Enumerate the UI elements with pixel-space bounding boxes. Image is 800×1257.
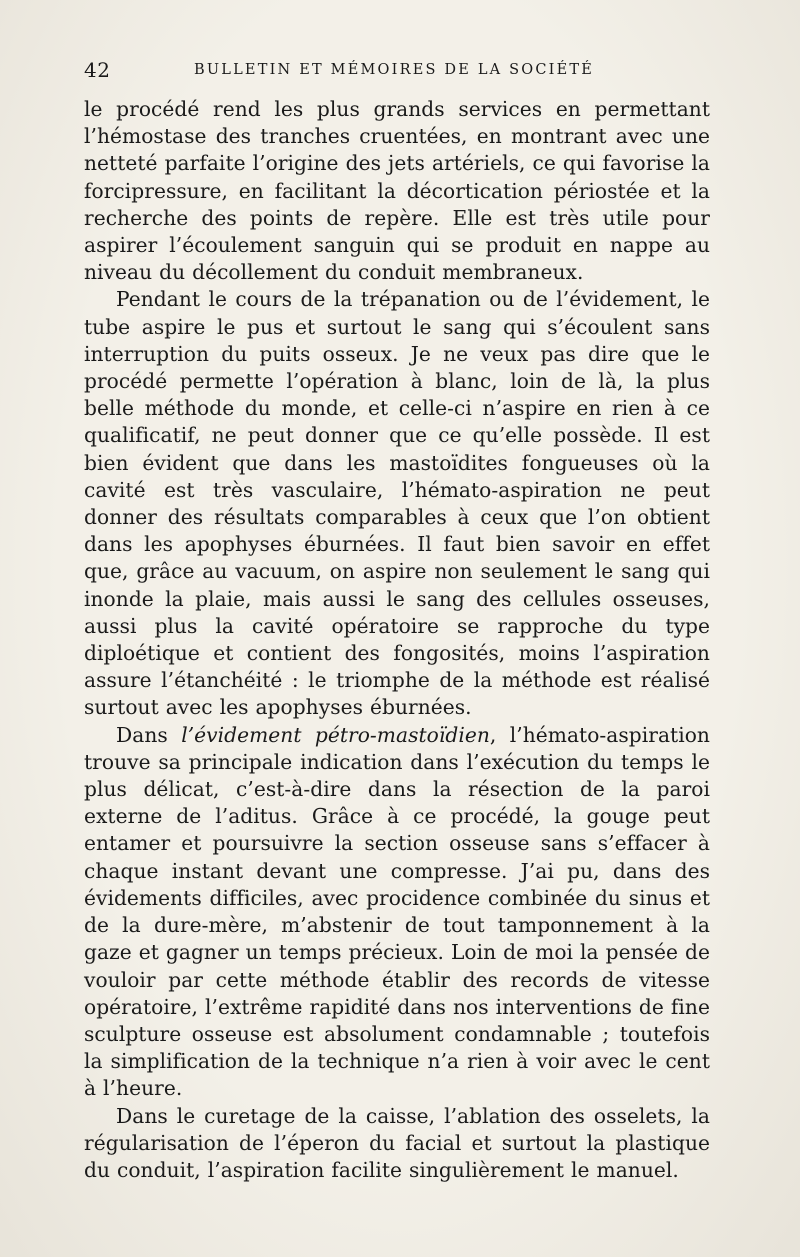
paragraph-3 bbox=[84, 722, 710, 1103]
paragraph-3-lead: Dans bbox=[116, 722, 182, 747]
paragraph-4 bbox=[84, 1103, 710, 1185]
body-text bbox=[84, 96, 710, 1184]
running-title: BULLETIN ET MÉMOIRES DE LA SOCIÉTÉ bbox=[194, 62, 595, 78]
paragraph-2-text: Pendant le cours de la trépanation ou de l’évidement, le tube aspire le pus et surtout le sang qui s’écoulent sans interruption du puits osseux. Je ne veux pas dire que le procédé permette l’opération à blanc, loin de là, la plus belle méthode du monde, et celle-ci n’aspire en rien à ce qualificatif, ne peut donner que ce qu’elle possède. Il est bien évident que dans les mastoïdites fongueuses où la cavité est très vasculaire, l’hémato-aspiration ne peut donner des résultats comparables à ceux que l’on obtient dans les apophyses éburnées. Il faut bien savoir en effet que, grâce au vacuum, on aspire non seulement le sang qui inonde la plaie, mais aussi le sang des cellules osseuses, aussi plus la cavité opératoire se rapproche du type diploétique et contient des fongosités, moins l’aspiration assure l’étanchéité : le triomphe de la méthode est réalisé surtout avec les apophyses éburnées. bbox=[84, 287, 710, 720]
running-header bbox=[84, 58, 714, 82]
page-number: 42 bbox=[84, 58, 111, 82]
paragraph-2 bbox=[84, 286, 710, 721]
paragraph-3-text: , l’hémato-aspiration trouve sa principale indication dans l’exécution du temps le plus délicat, c’est-à-dire dans la résection de la paroi externe de l’aditus. Grâce à ce procédé, la gouge peut entamer et poursuivre la section osseuse sans s’effacer à chaque instant devant une compresse. J’ai pu, dans des évidements difficiles, avec procidence combinée du sinus et de la dure-mère, m’abstenir de tout tamponnement à la gaze et gagner un temps précieux. Loin de moi la pensée de vouloir par cette méthode établir des records de vitesse opératoire, l’extrême rapidité dans nos interventions de fine sculpture osseuse est absolument condamnable ; toutefois la simplification de la technique n’a rien à voir avec le cent à l’heure. bbox=[84, 722, 710, 1101]
paragraph-3-emphasis: l’évidement pétro-mastoïdien bbox=[181, 722, 490, 747]
paragraph-1 bbox=[84, 96, 710, 286]
paragraph-4-text: Dans le curetage de la caisse, l’ablation des osselets, la régularisation de l’éperon du facial et surtout la plastique du conduit, l’aspiration facilite singulièrement le manuel. bbox=[84, 1103, 710, 1182]
paragraph-1-text: le procédé rend les plus grands services en permettant l’hémostase des tranches cruentées, en montrant avec une netteté parfaite l’origine des jets artériels, ce qui favorise la forcipressure, en facilitant la décortication périostée et la recherche des points de repère. Elle est très utile pour aspirer l’écoulement sanguin qui se produit en nappe au niveau du décollement du conduit membraneux. bbox=[84, 97, 710, 285]
